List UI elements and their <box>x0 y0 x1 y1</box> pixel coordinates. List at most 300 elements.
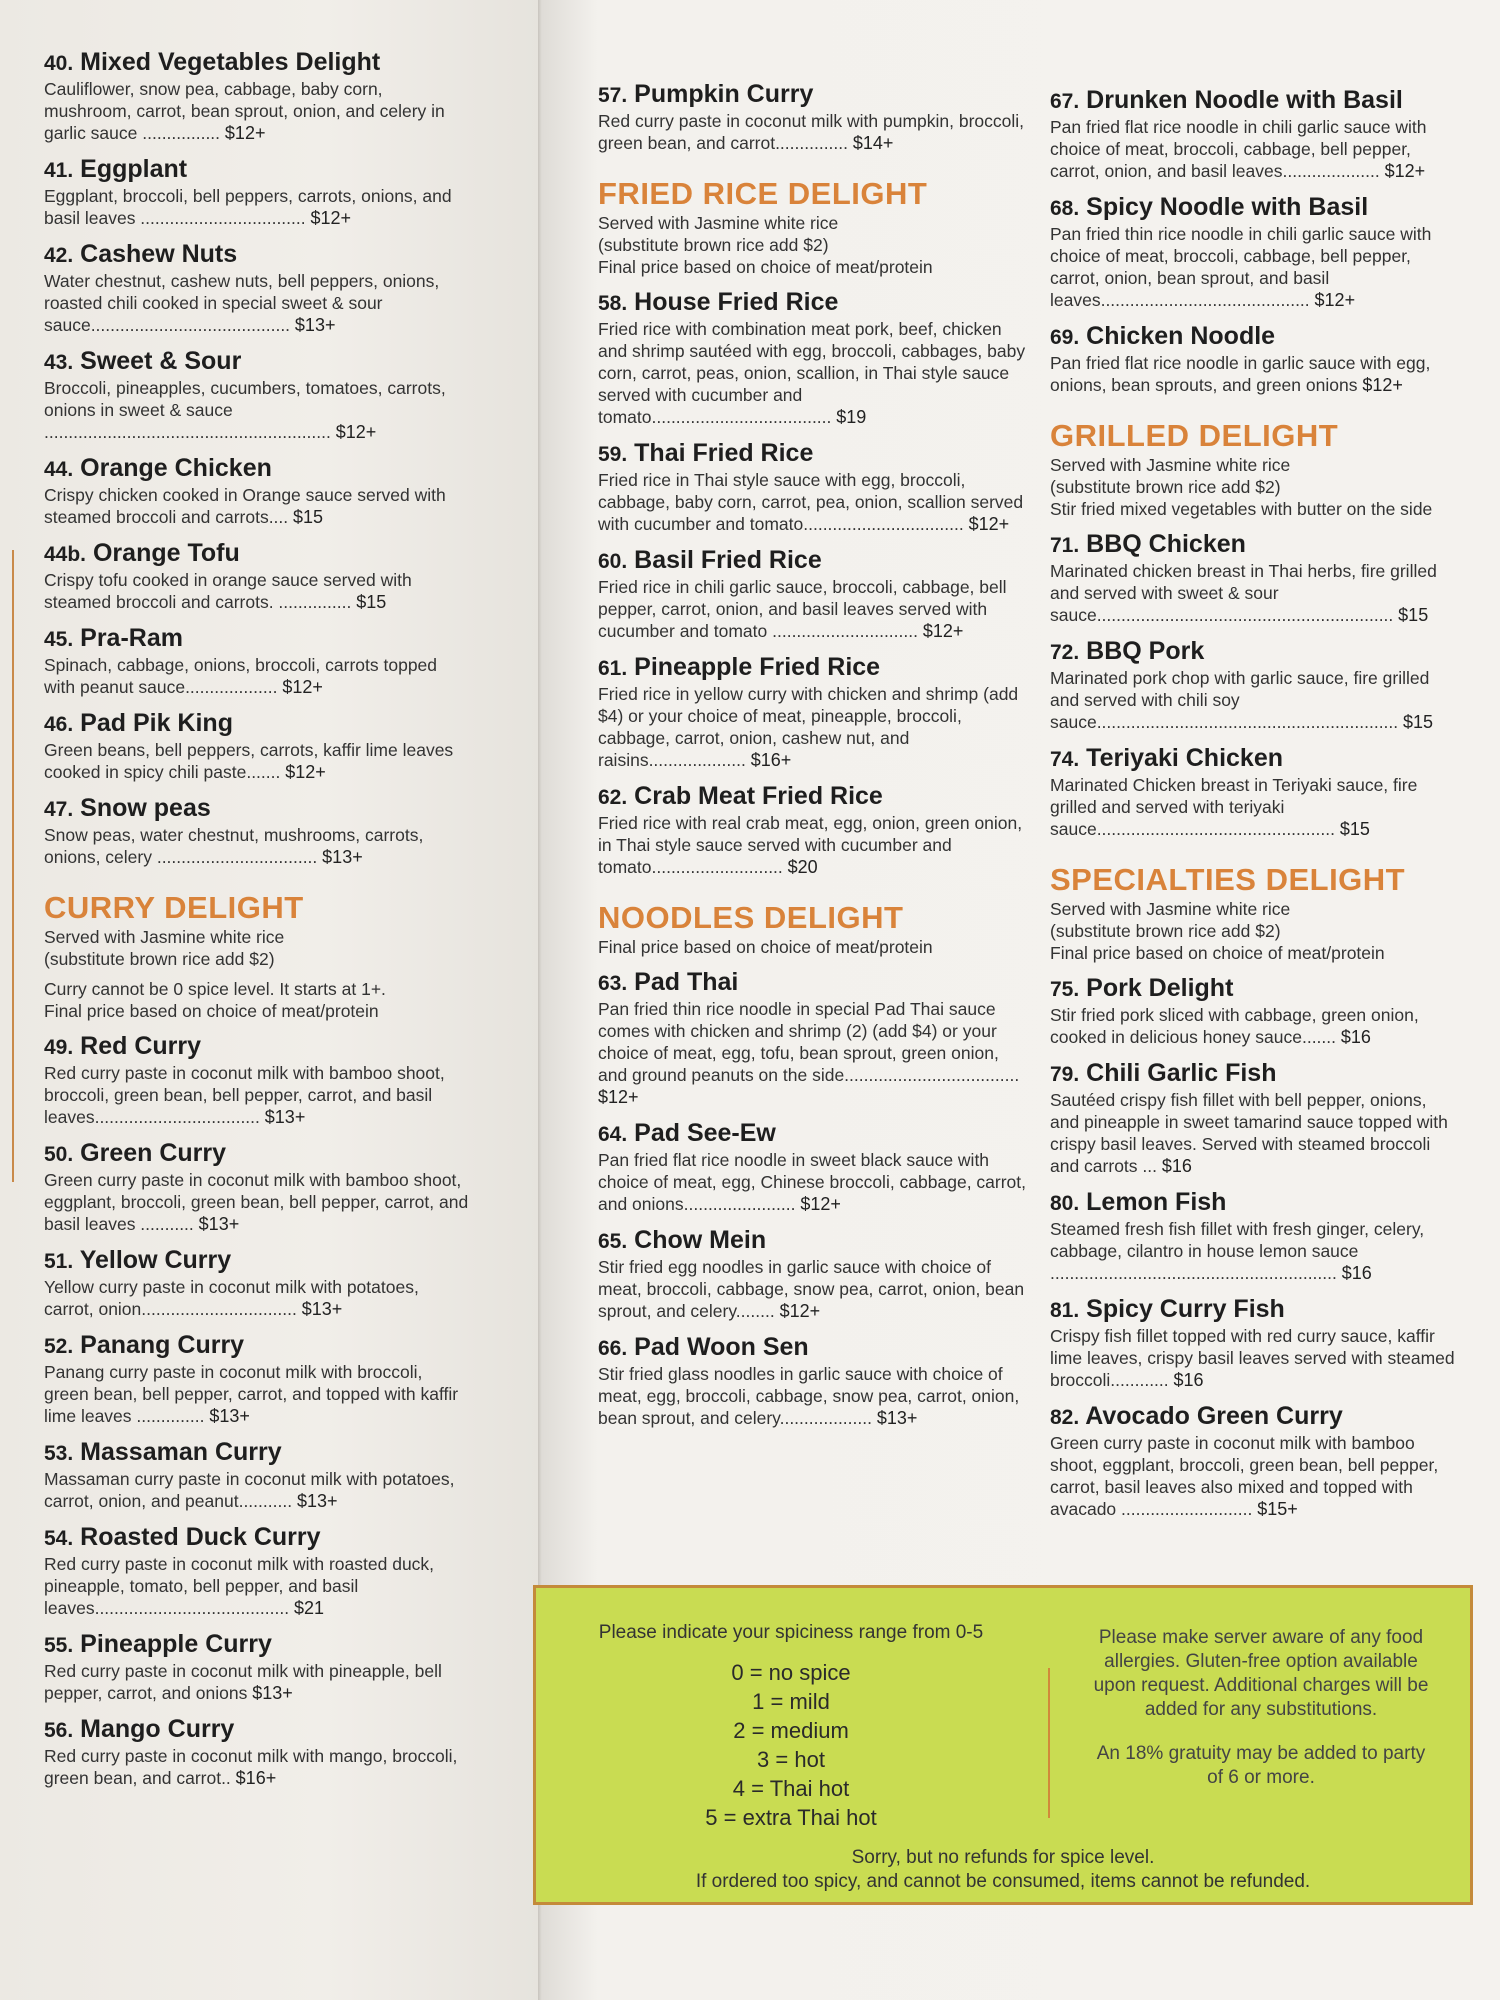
menu-item-name: Avocado Green Curry <box>1085 1402 1343 1430</box>
menu-item-name: BBQ Chicken <box>1086 530 1246 558</box>
menu-item-number: 51. <box>44 1250 74 1273</box>
menu-item-description <box>598 1256 1028 1322</box>
menu-item-title <box>598 653 1028 683</box>
menu-item-desc-text: Marinated Chicken breast in Teriyaki sauce, fire grilled and served with teriyaki sauce................................................. <box>1050 775 1418 839</box>
menu-item-desc-text: Stir fried pork sliced with cabbage, green onion, cooked in delicious honey sauce....... <box>1050 1005 1419 1047</box>
item-list <box>44 1032 469 1789</box>
menu-item-name: Pad Pik King <box>80 709 233 737</box>
menu-item-price: $15+ <box>1257 1499 1298 1519</box>
menu-item-desc-text: Red curry paste in coconut milk with bamboo shoot, broccoli, green bean, bell pepper, carrot, and basil leaves.................................. <box>44 1063 445 1127</box>
menu-item <box>598 1226 1028 1322</box>
menu-item-price: $15 <box>1339 819 1370 839</box>
menu-item-description <box>44 1553 469 1619</box>
menu-item-desc-text: Eggplant, broccoli, bell peppers, carrots, onions, and basil leaves .................................. <box>44 186 452 228</box>
menu-item-price: $13+ <box>252 1683 293 1703</box>
menu-item-title <box>44 1032 469 1062</box>
menu-item-name: Pineapple Fried Rice <box>634 653 881 681</box>
menu-item-desc-text: Fried rice with combination meat pork, beef, chicken and shrimp sautéed with egg, broccoli, cabbages, baby corn, carrot, peas, onion, scallion, in Thai style sauce served with cucumber and tomato..................................... <box>598 319 1026 427</box>
menu-item-number: 82. <box>1050 1406 1080 1429</box>
menu-item-desc-text: Red curry paste in coconut milk with mango, broccoli, green bean, and carrot.. <box>44 1746 458 1788</box>
menu-item-price: $12+ <box>335 422 377 442</box>
menu-item-description <box>44 824 469 868</box>
menu-item-desc-text: Pan fried flat rice noodle in chili garlic sauce with choice of meat, broccoli, cabbage, bell pepper, carrot, onion, and basil leaves.................... <box>1050 117 1427 181</box>
menu-item-description <box>44 377 469 443</box>
menu-item-number: 58. <box>598 292 628 315</box>
menu-item-desc-text: Fried rice in Thai style sauce with egg, broccoli, cabbage, baby corn, carrot, pea, onion, scallion served with cucumber and tomato................................. <box>598 470 1024 534</box>
menu-item-number: 79. <box>1050 1063 1080 1086</box>
menu-item <box>1050 637 1460 733</box>
menu-item <box>598 1333 1028 1429</box>
menu-item-title <box>44 794 469 824</box>
menu-item <box>598 80 1028 154</box>
menu-item-desc-text: Pan fried flat rice noodle in garlic sauce with egg, onions, bean sprouts, and green onions <box>1050 353 1431 395</box>
menu-item-price: $12+ <box>922 621 964 641</box>
spice-scale <box>581 1622 1001 1832</box>
menu-item <box>1050 1188 1460 1284</box>
menu-item-description <box>1050 223 1460 311</box>
item-list <box>598 80 1028 154</box>
section-note: (substitute brown rice add $2) <box>1050 477 1281 497</box>
spice-level: 4 = Thai hot <box>732 1776 850 1801</box>
menu-item-desc-text: Sautéed crispy fish fillet with bell pepper, onions, and pineapple in sweet tamarind sauce topped with crispy basil leaves. Served with steamed broccoli and carrots ... <box>1050 1090 1448 1176</box>
menu-item-desc-text: Marinated chicken breast in Thai herbs, fire grilled and served with sweet & sour sauce............................................................. <box>1050 561 1437 625</box>
menu-item-price: $12+ <box>1314 290 1356 310</box>
menu-item-name: Pad Thai <box>634 968 739 996</box>
menu-item-title <box>44 155 469 185</box>
menu-item-title <box>44 1630 469 1660</box>
menu-item <box>1050 1059 1460 1177</box>
menu-item-title <box>1050 1188 1460 1218</box>
menu-item-description <box>598 318 1028 428</box>
menu-item-desc-text: Marinated pork chop with garlic sauce, fire grilled and served with chili soy sauce.............................................................. <box>1050 668 1430 732</box>
menu-item-description <box>44 1062 469 1128</box>
menu-item <box>598 1119 1028 1215</box>
menu-item-desc-text: Pan fried thin rice noodle in chili garlic sauce with choice of meat, broccoli, cabbage, bell pepper, carrot, onion, bean sprout, and basil leaves........................................... <box>1050 224 1432 310</box>
menu-item-price: $12+ <box>1384 161 1426 181</box>
menu-item-price: $16 <box>1340 1027 1371 1047</box>
menu-item <box>598 546 1028 642</box>
menu-item-name: Sweet & Sour <box>80 347 242 375</box>
menu-item-number: 46. <box>44 713 74 736</box>
menu-item-number: 40. <box>44 52 74 75</box>
menu-item-number: 65. <box>598 1230 628 1253</box>
menu-item-price: $13+ <box>296 1491 338 1511</box>
menu-item-name: Spicy Curry Fish <box>1086 1295 1285 1323</box>
menu-item-name: Crab Meat Fried Rice <box>634 782 883 810</box>
menu-item-desc-text: Cauliflower, snow pea, cabbage, baby corn, mushroom, carrot, bean sprout, onion, and celery in garlic sauce ................ <box>44 79 445 143</box>
menu-item-price: $13+ <box>264 1107 306 1127</box>
menu-item-desc-text: Steamed fresh fish fillet with fresh ginger, celery, cabbage, cilantro in house lemon sauce ........................................................... <box>1050 1219 1425 1283</box>
menu-item-title <box>1050 1295 1460 1325</box>
menu-item <box>44 1715 469 1789</box>
menu-item-price: $12+ <box>1362 375 1403 395</box>
menu-item <box>1050 530 1460 626</box>
section-note: Final price based on choice of meat/protein <box>1050 943 1385 963</box>
menu-item-number: 81. <box>1050 1299 1080 1322</box>
section-note: Served with Jasmine white rice <box>44 927 285 947</box>
menu-item-desc-text: Crispy fish fillet topped with red curry sauce, kaffir lime leaves, crispy basil leaves served with steamed broccoli............ <box>1050 1326 1455 1390</box>
menu-item-number: 45. <box>44 628 74 651</box>
menu-item-name: Pork Delight <box>1086 974 1234 1002</box>
menu-item-title <box>1050 1402 1460 1432</box>
menu-item-number: 49. <box>44 1036 74 1059</box>
menu-item-desc-text: Red curry paste in coconut milk with pumpkin, broccoli, green bean, and carrot............... <box>598 111 1025 153</box>
menu-item-price: $21 <box>293 1598 324 1618</box>
menu-item-price: $12+ <box>968 514 1010 534</box>
menu-item-name: Teriyaki Chicken <box>1086 744 1284 772</box>
menu-item-desc-text: Massaman curry paste in coconut milk with potatoes, carrot, onion, and peanut........... <box>44 1469 455 1511</box>
section-note: (substitute brown rice add $2) <box>44 949 275 969</box>
menu-item-title <box>598 968 1028 998</box>
menu-item-title <box>1050 530 1460 560</box>
menu-item-title <box>1050 744 1460 774</box>
menu-item-title <box>598 546 1028 576</box>
menu-item-name: Orange Tofu <box>92 539 240 567</box>
menu-item <box>598 968 1028 1108</box>
menu-item-number: 50. <box>44 1143 74 1166</box>
menu-item-name: Basil Fried Rice <box>634 546 822 574</box>
menu-item-number: 80. <box>1050 1192 1080 1215</box>
menu-item <box>44 1331 469 1427</box>
spice-level: 0 = no spice <box>731 1660 851 1685</box>
menu-item-title <box>598 80 1028 110</box>
menu-item-number: 47. <box>44 798 74 821</box>
menu-item-number: 71. <box>1050 534 1080 557</box>
section-note: Served with Jasmine white rice <box>1050 899 1291 919</box>
menu-item-title <box>44 1331 469 1361</box>
menu-item-description <box>598 469 1028 535</box>
section-note: Served with Jasmine white rice <box>1050 455 1291 475</box>
menu-item-desc-text: Panang curry paste in coconut milk with broccoli, green bean, bell pepper, carrot, and topped with kaffir lime leaves .............. <box>44 1362 459 1426</box>
menu-item-number: 67. <box>1050 90 1080 113</box>
menu-item-name: Green Curry <box>80 1139 227 1167</box>
menu-item-desc-text: Yellow curry paste in coconut milk with potatoes, carrot, onion................................ <box>44 1277 419 1319</box>
menu-item-description <box>1050 560 1460 626</box>
menu-item-price: $16+ <box>235 1768 277 1788</box>
menu-item-price: $14+ <box>852 133 894 153</box>
menu-item-price: $16+ <box>750 750 792 770</box>
section-note: Final price based on choice of meat/protein <box>44 1001 379 1021</box>
spice-level: 3 = hot <box>757 1747 825 1772</box>
menu-item-title <box>598 782 1028 812</box>
menu-item-price: $15 <box>1403 712 1434 732</box>
menu-item-desc-text: Broccoli, pineapples, cucumbers, tomatoes, carrots, onions in sweet & sauce ........................................................... <box>44 378 446 442</box>
menu-item-name: Eggplant <box>80 155 188 183</box>
item-list <box>1050 530 1460 840</box>
spice-info-box <box>533 1585 1473 1905</box>
menu-item-number: 72. <box>1050 641 1080 664</box>
menu-item-name: Lemon Fish <box>1086 1188 1227 1216</box>
menu-item-description <box>44 1660 469 1704</box>
menu-item <box>44 1032 469 1128</box>
menu-item-title <box>1050 1059 1460 1089</box>
refund-policy <box>536 1846 1470 1894</box>
menu-item-number: 69. <box>1050 326 1080 349</box>
menu-item-name: Red Curry <box>80 1032 202 1060</box>
item-list <box>598 288 1028 878</box>
menu-item-name: Roasted Duck Curry <box>80 1523 321 1551</box>
menu-item-description <box>1050 1089 1460 1177</box>
menu-item-title <box>1050 193 1460 223</box>
menu-item-title <box>598 288 1028 318</box>
menu-item-desc-text: Water chestnut, cashew nuts, bell peppers, onions, roasted chili cooked in special sweet & sour sauce......................................... <box>44 271 440 335</box>
menu-item-price: $12+ <box>310 208 352 228</box>
menu-item-name: Mixed Vegetables Delight <box>80 48 381 76</box>
menu-item-description <box>1050 1004 1460 1048</box>
menu-item-number: 41. <box>44 159 74 182</box>
section-title: SPECIALTIES DELIGHT <box>1050 862 1406 897</box>
menu-item-number: 74. <box>1050 748 1080 771</box>
menu-item <box>44 1438 469 1512</box>
menu-item-title <box>1050 974 1460 1004</box>
menu-item-desc-text: Fried rice in chili garlic sauce, broccoli, cabbage, bell pepper, carrot, onion, and basil leaves served with cucumber and tomato .............................. <box>598 577 1007 641</box>
item-list <box>598 968 1028 1429</box>
menu-item <box>1050 1295 1460 1391</box>
item-list <box>1050 974 1460 1520</box>
menu-item-title <box>1050 322 1460 352</box>
menu-item-title <box>44 347 469 377</box>
menu-item-number: 43. <box>44 351 74 374</box>
menu-item-desc-text: Green curry paste in coconut milk with bamboo shoot, eggplant, broccoli, green bean, bell pepper, carrot, and basil leaves ........... <box>44 1170 469 1234</box>
item-list <box>1050 86 1460 396</box>
menu-item-number: 61. <box>598 657 628 680</box>
menu-item-number: 44b. <box>44 543 87 566</box>
menu-item <box>598 439 1028 535</box>
menu-item-description <box>1050 1432 1460 1520</box>
menu-item-price: $13+ <box>209 1406 250 1426</box>
menu-item-title <box>44 1715 469 1745</box>
menu-item-price: $12+ <box>779 1301 821 1321</box>
menu-item-desc-text: Pan fried thin rice noodle in special Pad Thai sauce comes with chicken and shrimp (2) (add $4) or your choice of meat, egg, tofu, bean sprout, green onion, and ground peanuts on the side.................................... <box>598 999 1020 1085</box>
menu-item-title <box>598 439 1028 469</box>
menu-item-price: $16 <box>1341 1263 1372 1283</box>
menu-item-desc-text: Stir fried egg noodles in garlic sauce with choice of meat, broccoli, cabbage, snow pea, carrot, onion, bean sprout, and celery........ <box>598 1257 1025 1321</box>
spice-prompt: Please indicate your spiciness range from 0-5 <box>598 1622 984 1643</box>
menu-item-number: 59. <box>598 443 628 466</box>
menu-item-name: BBQ Pork <box>1086 637 1205 665</box>
menu-item-desc-text: Snow peas, water chestnut, mushrooms, carrots, onions, celery ................................. <box>44 825 424 867</box>
section-note: (substitute brown rice add $2) <box>598 235 829 255</box>
menu-item-desc-text: Green beans, bell peppers, carrots, kaffir lime leaves cooked in spicy chili paste....... <box>44 740 454 782</box>
fried-rice-section <box>598 176 1028 278</box>
menu-item-description <box>1050 352 1460 396</box>
menu-item-description <box>1050 116 1460 182</box>
menu-item <box>44 624 469 698</box>
menu-item-number: 54. <box>44 1527 74 1550</box>
menu-item-price: $12+ <box>598 1087 639 1107</box>
menu-item <box>44 1630 469 1704</box>
section-note: Final price based on choice of meat/protein <box>598 257 933 277</box>
menu-item-price: $19 <box>836 407 867 427</box>
section-note: (substitute brown rice add $2) <box>1050 921 1281 941</box>
menu-item-number: 64. <box>598 1123 628 1146</box>
menu-item-price: $16 <box>1161 1156 1192 1176</box>
curry-section <box>44 890 469 1022</box>
menu-item-title <box>1050 637 1460 667</box>
menu-item-name: Thai Fried Rice <box>634 439 814 467</box>
menu-item-number: 57. <box>598 84 628 107</box>
menu-item-name: Panang Curry <box>80 1331 245 1359</box>
menu-item-description <box>44 270 469 336</box>
menu-item-description <box>598 576 1028 642</box>
menu-item <box>1050 322 1460 396</box>
menu-item-description <box>1050 774 1460 840</box>
menu-item-name: Chow Mein <box>634 1226 767 1254</box>
section-title: FRIED RICE DELIGHT <box>598 176 928 211</box>
menu-item <box>1050 193 1460 311</box>
section-title: GRILLED DELIGHT <box>1050 418 1339 453</box>
menu-item <box>44 1139 469 1235</box>
menu-item-description <box>44 185 469 229</box>
menu-item-title <box>44 1246 469 1276</box>
menu-item-name: Pra-Ram <box>80 624 183 652</box>
menu-item <box>44 155 469 229</box>
menu-item <box>1050 1402 1460 1520</box>
menu-item-description <box>44 739 469 783</box>
menu-item <box>44 1523 469 1619</box>
menu-item-description <box>44 1169 469 1235</box>
menu-item-description <box>44 78 469 144</box>
menu-item <box>44 794 469 868</box>
menu-item-price: $15 <box>293 507 324 527</box>
menu-item-price: $15 <box>1398 605 1429 625</box>
menu-column-2 <box>598 80 1028 1440</box>
menu-item-name: Mango Curry <box>80 1715 235 1743</box>
menu-item-name: House Fried Rice <box>634 288 839 316</box>
menu-item-name: Drunken Noodle with Basil <box>1086 86 1403 114</box>
section-note: Served with Jasmine white rice <box>598 213 839 233</box>
menu-column-1 <box>44 48 469 1800</box>
refund-line: Sorry, but no refunds for spice level. <box>851 1847 1155 1868</box>
menu-item-desc-text: Red curry paste in coconut milk with roasted duck, pineapple, tomato, bell pepper, and basil leaves........................................ <box>44 1554 435 1618</box>
menu-item-name: Yellow Curry <box>79 1246 232 1274</box>
menu-item <box>1050 744 1460 840</box>
allergy-info <box>1091 1626 1431 1790</box>
menu-item-title <box>1050 86 1460 116</box>
menu-item-title <box>44 48 469 78</box>
section-note: Final price based on choice of meat/protein <box>598 937 933 957</box>
section-note: Curry cannot be 0 spice level. It starts at 1+. <box>44 979 386 999</box>
menu-item <box>598 782 1028 878</box>
refund-line: If ordered too spicy, and cannot be consumed, items cannot be refunded. <box>695 1871 1311 1892</box>
menu-item-name: Pineapple Curry <box>80 1630 272 1658</box>
spice-level: 2 = medium <box>733 1718 849 1743</box>
menu-item-desc-text: Crispy tofu cooked in orange sauce served with steamed broccoli and carrots. ............... <box>44 570 412 612</box>
menu-item-title <box>598 1119 1028 1149</box>
section-title: NOODLES DELIGHT <box>598 900 904 935</box>
menu-item-price: $12+ <box>282 677 323 697</box>
menu-item-description <box>1050 1325 1460 1391</box>
menu-item-name: Pad See-Ew <box>634 1119 776 1147</box>
menu-item-name: Orange Chicken <box>80 454 272 482</box>
menu-item-description <box>44 1468 469 1512</box>
menu-item-description <box>1050 1218 1460 1284</box>
gratuity-note: An 18% gratuity may be added to party of 6 or more. <box>1096 1743 1426 1788</box>
menu-item-title <box>44 454 469 484</box>
menu-item-description <box>44 1745 469 1789</box>
menu-item-price: $16 <box>1173 1370 1204 1390</box>
menu-item-description <box>1050 667 1460 733</box>
menu-item-description <box>44 484 469 528</box>
menu-item-price: $13+ <box>198 1214 240 1234</box>
menu-item <box>44 1246 469 1320</box>
spice-level: 1 = mild <box>752 1689 830 1714</box>
info-divider <box>1048 1668 1050 1818</box>
menu-item-number: 56. <box>44 1719 74 1742</box>
menu-item-price: $12+ <box>800 1194 841 1214</box>
menu-item-name: Cashew Nuts <box>80 240 238 268</box>
menu-item-title <box>598 1226 1028 1256</box>
menu-item-price: $13+ <box>294 315 336 335</box>
menu-item-name: Pad Woon Sen <box>634 1333 809 1361</box>
menu-item-desc-text: Spinach, cabbage, onions, broccoli, carrots topped with peanut sauce................... <box>44 655 438 697</box>
menu-item-desc-text: Fried rice in yellow curry with chicken and shrimp (add $4) or your choice of meat, pineapple, broccoli, cabbage, carrot, onion, cashew nut, and raisins.................... <box>598 684 1019 770</box>
menu-item-name: Chili Garlic Fish <box>1086 1059 1277 1087</box>
menu-item-number: 75. <box>1050 978 1080 1001</box>
menu-item-number: 55. <box>44 1634 74 1657</box>
menu-item-number: 66. <box>598 1337 628 1360</box>
menu-item-title <box>598 1333 1028 1363</box>
menu-item-name: Pumpkin Curry <box>634 80 814 108</box>
specialties-section <box>1050 862 1460 964</box>
menu-item-description <box>44 654 469 698</box>
menu-item <box>1050 974 1460 1048</box>
menu-item-price: $20 <box>787 857 818 877</box>
menu-item-description <box>44 1361 469 1427</box>
menu-item <box>44 240 469 336</box>
menu-item-number: 60. <box>598 550 628 573</box>
menu-item <box>44 539 469 613</box>
menu-item-desc-text: Crispy chicken cooked in Orange sauce served with steamed broccoli and carrots.... <box>44 485 446 527</box>
menu-item-number: 53. <box>44 1442 74 1465</box>
menu-item-number: 42. <box>44 244 74 267</box>
menu-item-number: 44. <box>44 458 74 481</box>
menu-item-description <box>598 683 1028 771</box>
menu-item-price: $13+ <box>301 1299 343 1319</box>
menu-item-description <box>598 1363 1028 1429</box>
spice-level: 5 = extra Thai hot <box>705 1805 877 1830</box>
menu-item-description <box>598 812 1028 878</box>
menu-item-name: Snow peas <box>80 794 211 822</box>
menu-item <box>1050 86 1460 182</box>
menu-item-title <box>44 240 469 270</box>
menu-item-desc-text: Red curry paste in coconut milk with pineapple, bell pepper, carrot, and onions <box>44 1661 442 1703</box>
menu-item-number: 62. <box>598 786 628 809</box>
menu-item-description <box>598 110 1028 154</box>
menu-item-desc-text: Pan fried flat rice noodle in sweet black sauce with choice of meat, egg, Chinese broccoli, cabbage, carrot, and onions....................... <box>598 1150 1027 1214</box>
menu-item <box>598 653 1028 771</box>
menu-item-name: Spicy Noodle with Basil <box>1086 193 1369 221</box>
edge-border-mark <box>0 550 14 1182</box>
grilled-section <box>1050 418 1460 520</box>
menu-item-title <box>44 709 469 739</box>
menu-item-description <box>598 1149 1028 1215</box>
section-title: CURRY DELIGHT <box>44 890 304 925</box>
menu-item-title <box>44 1139 469 1169</box>
menu-item-number: 68. <box>1050 197 1080 220</box>
menu-item-name: Chicken Noodle <box>1086 322 1276 350</box>
menu-item-price: $13+ <box>876 1408 918 1428</box>
menu-item-price: $12+ <box>285 762 326 782</box>
noodles-section <box>598 900 1028 958</box>
menu-item-number: 63. <box>598 972 628 995</box>
menu-item-name: Massaman Curry <box>80 1438 282 1466</box>
menu-item-desc-text: Green curry paste in coconut milk with bamboo shoot, eggplant, broccoli, green bean, bell pepper, carrot, basil leaves also mixed and topped with avacado ........................... <box>1050 1433 1439 1519</box>
menu-item <box>44 709 469 783</box>
menu-item-price: $13+ <box>322 847 363 867</box>
menu-item <box>598 288 1028 428</box>
menu-item-title <box>44 624 469 654</box>
